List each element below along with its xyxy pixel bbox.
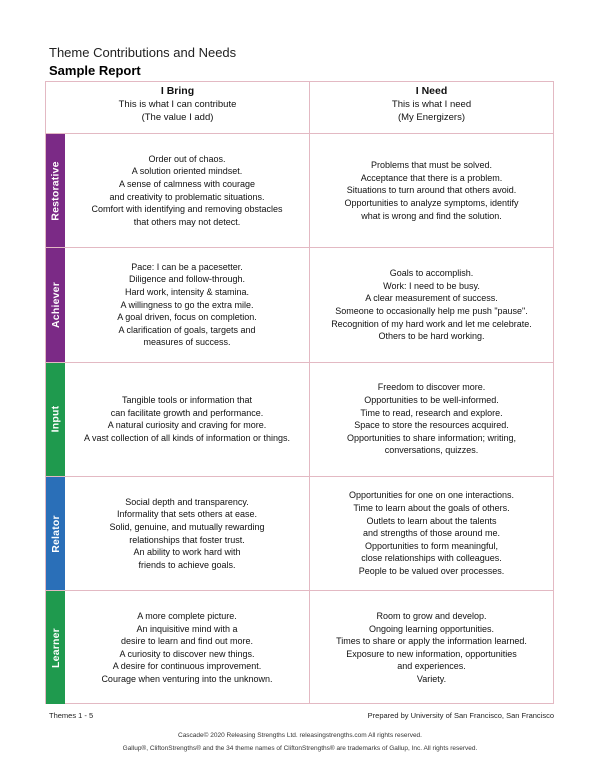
theme-row-learner [46, 590, 553, 704]
bring-item: A natural curiosity and craving for more. [107, 420, 267, 431]
page-title: Theme Contributions and Needs [49, 45, 237, 60]
bring-item: can facilitate growth and performance. [110, 407, 264, 418]
need-item: Opportunities to form meaningful, [364, 540, 499, 551]
need-list [331, 267, 532, 343]
need-item: Goals to accomplish. [389, 268, 474, 279]
bring-cell [65, 477, 310, 590]
bring-cell [65, 248, 310, 361]
bring-item: A sense of calmness with courage [118, 179, 256, 190]
need-item: and strengths of those around me. [362, 528, 501, 539]
bring-list [117, 261, 257, 349]
need-item: Room to grow and develop. [376, 611, 487, 622]
bring-item: desire to learn and find out more. [120, 636, 254, 647]
bring-list [101, 610, 272, 686]
bring-item: A curiosity to discover new things. [119, 648, 255, 659]
bring-item: Solid, genuine, and mutually rewarding [109, 521, 265, 532]
bring-item: A clarification of goals, targets and [118, 324, 256, 335]
need-item: Someone to occasionally help me push "pause". [335, 305, 528, 316]
bring-note: (The value I add) [141, 112, 214, 123]
bring-item: measures of success. [143, 337, 231, 348]
bring-item: A willingness to go the extra mile. [120, 299, 254, 310]
bring-item: A desire for continuous improvement. [112, 661, 262, 672]
themes-table [45, 81, 554, 704]
need-item: Situations to turn around that others avoid. [346, 185, 517, 196]
theme-name: Learner [49, 627, 62, 668]
bring-item: An inquisitive mind with a [136, 623, 238, 634]
bring-list [109, 496, 264, 572]
bring-item: Pace: I can be a pacesetter. [131, 261, 243, 272]
bring-description: This is what I can contribute [118, 99, 237, 110]
bring-heading: I Bring [160, 85, 195, 97]
bring-item: Diligence and follow-through. [128, 274, 246, 285]
bring-item: An ability to work hard with [133, 547, 241, 558]
bring-item: and creativity to problematic situations. [109, 191, 265, 202]
bring-item: A solution oriented mindset. [131, 166, 243, 177]
need-list [336, 610, 527, 686]
need-item: Opportunities to be well-informed. [364, 395, 499, 406]
theme-tab [46, 363, 65, 476]
theme-row-input [46, 362, 553, 476]
bring-item: friends to achieve goals. [138, 559, 236, 570]
need-item: Work: I need to be busy. [383, 280, 480, 291]
need-item: Space to store the resources acquired. [354, 420, 509, 431]
bring-item: relationships that foster trust. [129, 534, 245, 545]
need-item: and experiences. [397, 661, 466, 672]
theme-name: Relator [49, 514, 62, 553]
trademark-notice: Gallup®, CliftonStrengths® and the 34 theme names of CliftonStrengths® are trademarks of Gallup, Inc. All rights reserved. [122, 745, 478, 752]
need-item: A clear measurement of success. [365, 293, 498, 304]
need-item: Freedom to discover more. [377, 382, 486, 393]
bring-item: Informality that sets others at ease. [116, 509, 258, 520]
bring-list [91, 153, 282, 229]
need-column-header [310, 82, 553, 133]
bring-item: Hard work, intensity & stamina. [124, 287, 250, 298]
need-item: Opportunities for one on one interactions. [348, 490, 515, 501]
bring-cell [65, 363, 310, 476]
need-list [349, 489, 514, 577]
need-cell [310, 248, 553, 361]
bring-item: Tangible tools or information that [121, 395, 253, 406]
need-heading: I Need [415, 85, 448, 97]
need-item: Opportunities to analyze symptoms, identify [344, 197, 519, 208]
theme-row-restorative [46, 133, 553, 247]
need-item: Recognition of my hard work and let me celebrate. [331, 318, 532, 329]
need-list [344, 159, 518, 222]
need-item: Problems that must be solved. [370, 160, 493, 171]
need-cell [310, 134, 553, 247]
bring-cell [65, 591, 310, 704]
need-item: Outlets to learn about the talents [366, 515, 497, 526]
need-item: People to be valued over processes. [358, 566, 505, 577]
theme-name: Input [49, 405, 62, 433]
bring-item: that others may not detect. [133, 216, 241, 227]
theme-name: Achiever [49, 281, 62, 328]
need-item: Acceptance that there is a problem. [360, 172, 503, 183]
copyright-notice: Cascade© 2020 Releasing Strengths Ltd. releasingstrengths.com All rights reserved. [178, 732, 422, 739]
bring-item: Order out of chaos. [148, 153, 226, 164]
theme-row-achiever [46, 247, 553, 361]
need-list [347, 381, 516, 457]
need-item: Others to be hard working. [378, 331, 485, 342]
need-item: Variety. [416, 674, 447, 685]
need-item: Exposure to new information, opportunities [346, 648, 517, 659]
theme-tab [46, 477, 65, 590]
need-cell [310, 477, 553, 590]
bring-column-header [46, 82, 310, 133]
footer-prepared-by: Prepared by University of San Francisco, San Francisco [367, 711, 554, 720]
need-item: Ongoing learning opportunities. [368, 623, 495, 634]
need-item: what is wrong and find the solution. [361, 210, 502, 221]
footer-themes-range: Themes 1 - 5 [49, 711, 94, 720]
need-cell [310, 363, 553, 476]
need-note: (My Energizers) [397, 112, 466, 123]
theme-tab [46, 134, 65, 247]
bring-list [84, 394, 290, 444]
theme-row-relator [46, 476, 553, 590]
theme-tab [46, 248, 65, 361]
need-item: Times to share or apply the information learned. [336, 636, 527, 647]
need-item: Time to read, research and explore. [360, 407, 503, 418]
bring-item: Courage when venturing into the unknown. [101, 674, 273, 685]
need-item: conversations, quizzes. [384, 445, 479, 456]
need-item: Time to learn about the goals of others. [353, 503, 510, 514]
need-description: This is what I need [391, 99, 472, 110]
bring-item: A more complete picture. [137, 611, 237, 622]
need-item: close relationships with colleagues. [361, 553, 502, 564]
bring-item: A vast collection of all kinds of information or things. [83, 432, 291, 443]
theme-name: Restorative [49, 160, 62, 221]
theme-tab [46, 591, 65, 704]
need-item: Opportunities to share information; writing, [346, 432, 517, 443]
bring-item: Comfort with identifying and removing obstacles [91, 204, 283, 215]
bring-item: A goal driven, focus on completion. [117, 312, 257, 323]
need-cell [310, 591, 553, 704]
page-subtitle: Sample Report [49, 63, 141, 78]
bring-item: Social depth and transparency. [125, 496, 249, 507]
bring-cell [65, 134, 310, 247]
